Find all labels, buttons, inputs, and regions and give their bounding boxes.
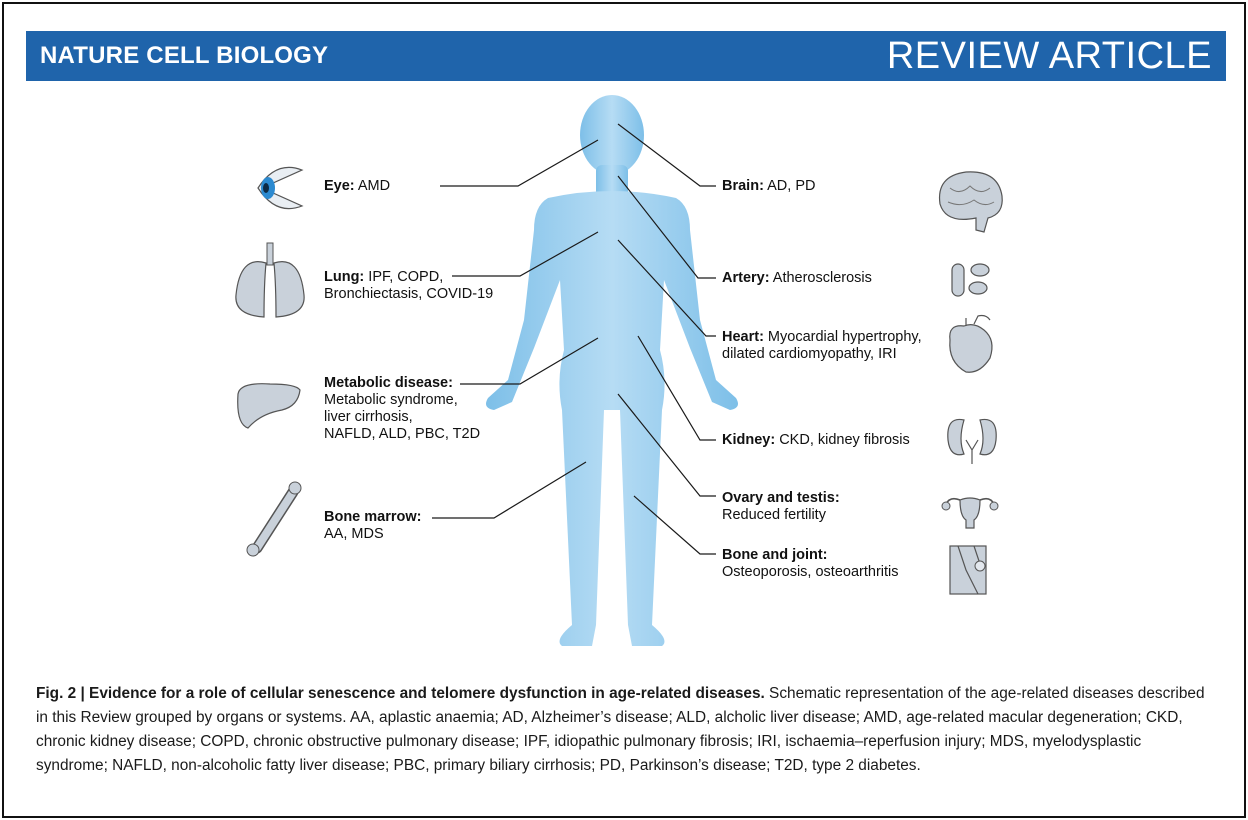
label-brain: Brain: AD, PD [722, 178, 816, 194]
label-bone-marrow-line2: AA, MDS [324, 526, 384, 542]
journal-banner [26, 31, 1226, 81]
kidney-icon [948, 419, 996, 464]
figure [0, 80, 1248, 670]
label-metabolic-line4: NAFLD, ALD, PBC, T2D [324, 426, 481, 442]
journal-name: NATURE CELL BIOLOGY [40, 42, 329, 69]
label-bone-joint: Bone and joint: [722, 547, 828, 563]
label-lung-line2: Bronchiectasis, COVID-19 [324, 286, 494, 302]
caption-body: Schematic representation of the age-related diseases described in this Review grouped by organs or systems. AA, aplastic anaemia; AD, Alzheimer’s disease; ALD, alcholic liver disease; AMD, age-related macular degeneration; CKD, chronic kidney disease; COPD, chronic obstructive pulmonary disease; IPF, idiopathic pulmonary fibrosis; IRI, ischaemia–reperfusion injury; MDS, myelodysplastic syndrome; NAFLD, non-alcoholic fatty liver disease; PBC, primary biliary cirrhosis; PD, Parkinson’s disease; T2D, type 2 diabetes. [36, 685, 1205, 774]
liver-icon [238, 384, 300, 428]
bone-icon [247, 482, 301, 556]
figure-caption [36, 682, 1212, 778]
figure-artwork [0, 80, 1248, 670]
label-heart-line2: dilated cardiomyopathy, IRI [722, 346, 897, 362]
heart-icon [950, 316, 992, 373]
eye-icon [258, 167, 302, 208]
knee-joint-icon [950, 546, 986, 594]
label-ovary-testis-line2: Reduced fertility [722, 507, 826, 523]
label-heart: Heart: Myocardial hypertrophy, [722, 329, 922, 345]
caption-title: Fig. 2 | Evidence for a role of cellular senescence and telomere dysfunction in age-related diseases. [36, 685, 765, 702]
brain-icon [940, 172, 1003, 232]
human-body-silhouette [486, 95, 738, 646]
label-eye: Eye: AMD [324, 178, 391, 194]
label-bone-joint-line2: Osteoporosis, osteoarthritis [722, 564, 899, 580]
label-metabolic-line2: Metabolic syndrome, [324, 392, 458, 408]
lungs-icon [236, 243, 304, 317]
artery-icon [952, 264, 989, 296]
label-lung: Lung: IPF, COPD, [324, 269, 444, 285]
uterus-icon [942, 498, 998, 528]
label-metabolic: Metabolic disease: [324, 375, 453, 391]
label-bone-marrow: Bone marrow: [324, 509, 422, 525]
label-artery: Artery: Atherosclerosis [722, 270, 872, 286]
label-ovary-testis: Ovary and testis: [722, 490, 840, 506]
label-metabolic-line3: liver cirrhosis, [324, 409, 413, 425]
article-type: REVIEW ARTICLE [886, 35, 1212, 77]
label-kidney: Kidney: CKD, kidney fibrosis [722, 432, 910, 448]
